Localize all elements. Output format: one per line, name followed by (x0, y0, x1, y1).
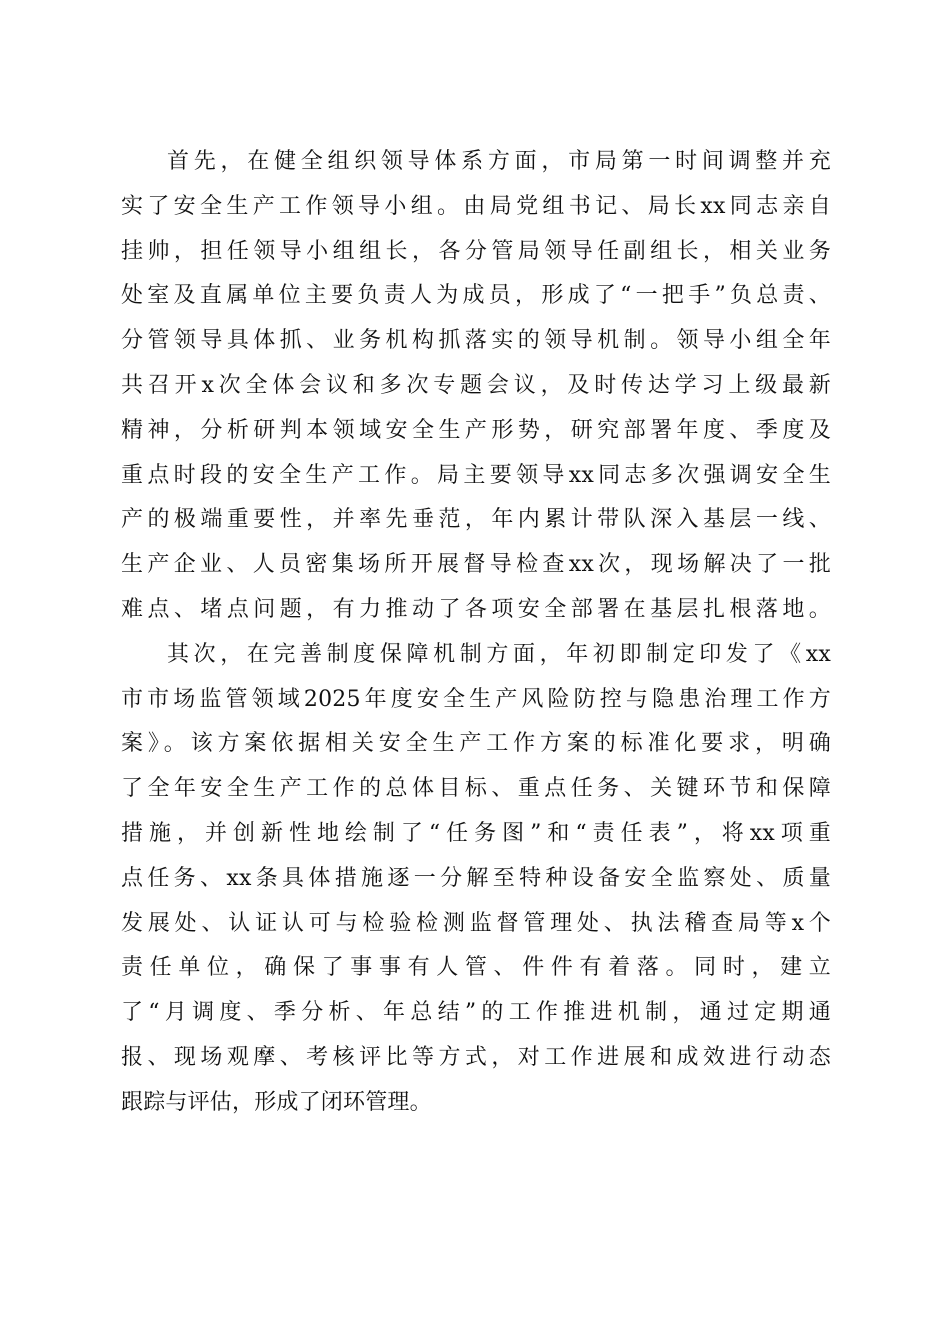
paragraph-line: 实了安全生产工作领导小组。由局党组书记、局长xx同志亲自 (121, 193, 831, 219)
paragraph-line: 分管领导具体抓、业务机构抓落实的领导机制。领导小组全年 (121, 328, 831, 354)
paragraph-line: 了“月调度、季分析、年总结”的工作推进机制，通过定期通 (121, 1000, 831, 1026)
paragraph-line: 产的极端重要性，并率先垂范，年内累计带队深入基层一线、 (121, 507, 831, 533)
paragraph-line: 共召开x次全体会议和多次专题会议，及时传达学习上级最新 (121, 372, 831, 398)
paragraph-line: 挂帅，担任领导小组组长，各分管局领导任副组长，相关业务 (121, 238, 831, 264)
paragraph-line: 发展处、认证认可与检验检测监督管理处、执法稽查局等x个 (121, 910, 831, 936)
paragraph-line: 精神，分析研判本领域安全生产形势，研究部署年度、季度及 (121, 417, 831, 443)
paragraph-organization-leadership (121, 140, 831, 633)
paragraph-line: 跟踪与评估，形成了闭环管理。 (121, 1089, 432, 1115)
paragraph-line: 案》。该方案依据相关安全生产工作方案的标准化要求，明确 (121, 731, 831, 757)
paragraph-line: 报、现场观摩、考核评比等方式，对工作进展和成效进行动态 (121, 1044, 831, 1070)
paragraph-line: 处室及直属单位主要负责人为成员，形成了“一把手”负总责、 (121, 283, 831, 309)
document-body (121, 140, 831, 1126)
paragraph-line: 市市场监管领域2025年度安全生产风险防控与隐患治理工作方 (121, 686, 831, 712)
paragraph-line: 责任单位，确保了事事有人管、件件有着落。同时，建立 (121, 955, 831, 981)
paragraph-system-guarantee (121, 633, 831, 1126)
paragraph-line: 重点时段的安全生产工作。局主要领导xx同志多次强调安全生 (121, 462, 831, 488)
paragraph-line: 生产企业、人员密集场所开展督导检查xx次，现场解决了一批 (121, 552, 831, 578)
paragraph-line: 首先，在健全组织领导体系方面，市局第一时间调整并充 (167, 149, 831, 174)
paragraph-line: 难点、堵点问题，有力推动了各项安全部署在基层扎根落地。 (121, 596, 831, 622)
paragraph-line: 了全年安全生产工作的总体目标、重点任务、关键环节和保障 (121, 776, 831, 802)
paragraph-line: 措施，并创新性地绘制了“任务图”和“责任表”，将xx项重 (121, 820, 831, 846)
paragraph-line: 点任务、xx条具体措施逐一分解至特种设备安全监察处、质量 (121, 865, 831, 891)
paragraph-line: 其次，在完善制度保障机制方面，年初即制定印发了《xx (167, 641, 831, 667)
